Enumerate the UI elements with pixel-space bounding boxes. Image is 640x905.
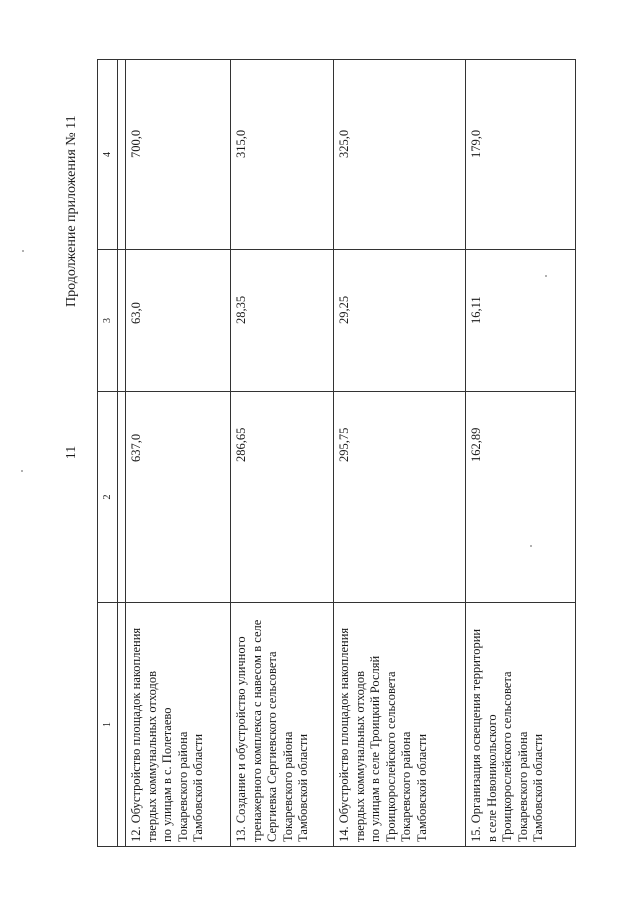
name-line: Токаревского района: [515, 731, 530, 842]
column-number-3: 3: [98, 250, 118, 392]
name-line: по улицам в селе Троицкий Росляй: [368, 655, 382, 842]
name-line: по улицам в с. Полетаево: [160, 707, 174, 842]
column-number-4: 4: [98, 60, 118, 250]
name-line: Токаревского района: [175, 731, 190, 842]
value-col3: 29,25: [334, 250, 466, 392]
table-row: [466, 60, 576, 847]
scan-speck: [545, 275, 547, 277]
name-line: Тамбовской области: [296, 733, 310, 842]
value-col3: 16,11: [466, 250, 576, 392]
name-line: Сергиевка Сергиевского сельсовета: [265, 651, 279, 842]
name-line: твердых коммунальных отходов: [352, 670, 367, 842]
value-col3: 28,35: [231, 250, 334, 392]
name-line: Тамбовской области: [531, 733, 545, 842]
page-number: 11: [64, 445, 79, 460]
value-col4: 325,0: [334, 60, 466, 250]
scan-speck: [21, 470, 23, 472]
value-col4: 700,0: [126, 60, 231, 250]
name-line: 13. Создание и обустройство уличного: [234, 636, 248, 842]
value-col4: 179,0: [466, 60, 576, 250]
name-line: Тамбовской области: [191, 733, 205, 842]
value-col2: 162,89: [466, 392, 576, 603]
value-col4: 315,0: [231, 60, 334, 250]
continuation-label: Продолжение приложения № 11: [64, 115, 79, 307]
name-line: Троицкорослейского сельсовета: [500, 671, 514, 842]
appendix-table: [97, 59, 576, 847]
name-line: твердых коммунальных отходов: [144, 670, 159, 842]
header-gap: [118, 60, 126, 847]
value-col2: 637,0: [126, 392, 231, 603]
row-name-cell: [334, 603, 466, 847]
column-number-2: 2: [98, 392, 118, 603]
scan-speck: [22, 250, 24, 252]
row-name-cell: [231, 603, 334, 847]
name-line: в селе Новоникольского: [484, 714, 499, 842]
row-name-cell: [126, 603, 231, 847]
name-line: 14. Обустройство площадок накопления: [337, 627, 351, 842]
column-number-1: 1: [98, 603, 118, 847]
value-col3: 63,0: [126, 250, 231, 392]
column-number-row: [98, 60, 118, 847]
name-line: Токаревского района: [399, 731, 413, 842]
name-line: 12. Обустройство площадок накопления: [129, 627, 143, 842]
table-row: [231, 60, 334, 847]
value-col2: 286,65: [231, 392, 334, 603]
table-row: [126, 60, 231, 847]
table-row: [334, 60, 466, 847]
value-col2: 295,75: [334, 392, 466, 603]
name-line: Троицкорослейского сельсовета: [383, 671, 398, 842]
scan-speck: [530, 545, 532, 547]
row-name-cell: [466, 603, 576, 847]
name-line: 15. Организация освещения территории: [469, 628, 483, 842]
name-line: Токаревского района: [280, 731, 295, 842]
name-line: Тамбовской области: [414, 733, 429, 842]
name-line: тренажерного комплекса с навесом в селе: [249, 619, 264, 842]
